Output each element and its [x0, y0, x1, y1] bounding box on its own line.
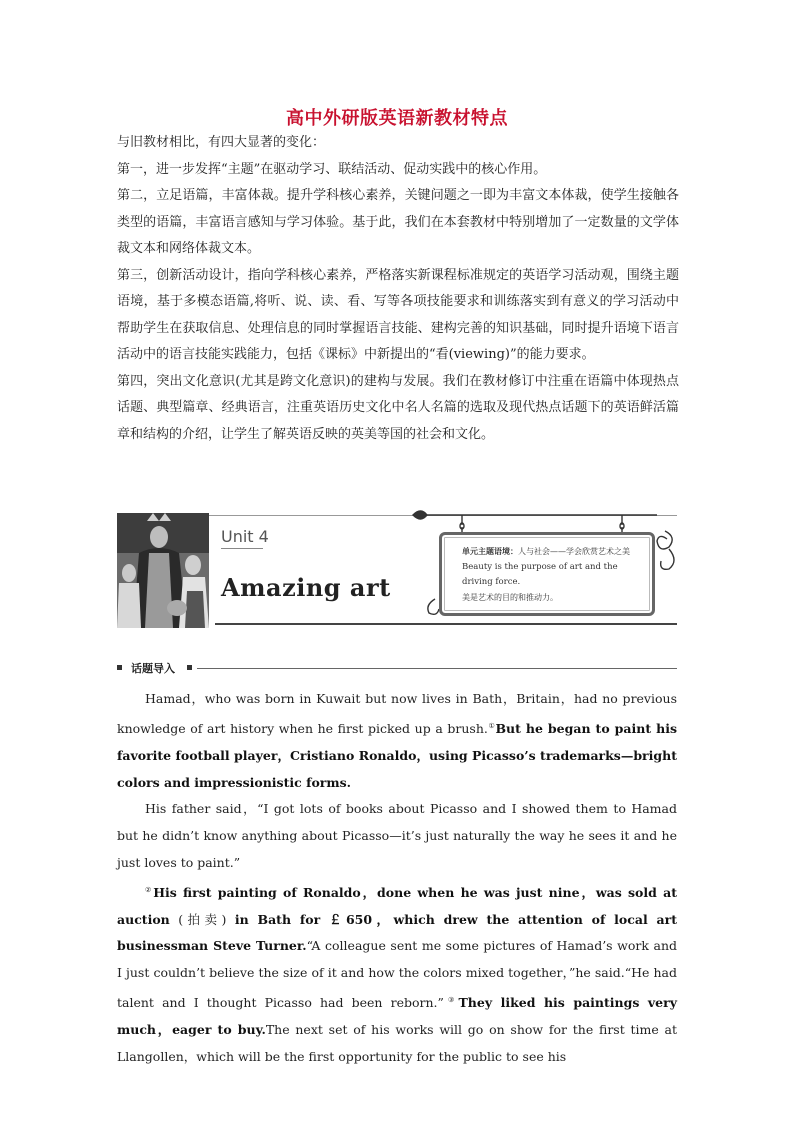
highlighted-sentence: in Bath for ￡650，which drew the attention of local art businessman Steve Turner. [117, 911, 677, 954]
theme-sign [439, 532, 655, 616]
sign-translation: 美是艺术的目的和推动力。 [462, 593, 558, 602]
gloss: (拍卖) [169, 911, 235, 927]
reading-passage [117, 686, 677, 1071]
reading-text: The next set of his works will go on show for the first time at Llangollen，which will be the first opportunity for the public to see his [117, 1022, 677, 1064]
sign-label: 单元主题语境： [462, 547, 518, 556]
highlighted-sentence: They liked his paintings very much，eager to buy. [117, 995, 677, 1038]
intro-point-1: 第一，进一步发挥“主题”在驱动学习、联结活动、促动实践中的核心作用。 [117, 161, 547, 177]
intro-point-2: 第二，立足语篇，丰富体裁。提升学科核心素养，关键问题之一即为丰富文本体裁，使学生接触各类型的语篇，丰富语言感知与学习体验。基于此，我们在本套教材中特别增加了一定数量的文学体裁文本和网络体裁文本。 [117, 188, 679, 256]
unit-number: Unit 4 [221, 527, 269, 546]
reading-paragraph-1 [117, 686, 677, 796]
unit-banner [117, 503, 677, 629]
reading-text: Hamad，who was born in Kuwait but now lives in Bath，Britain，had no previous knowledge of art history when he first picked up a brush. [117, 691, 677, 736]
sign-theme: 人与社会——学会欣赏艺术之美 [518, 547, 630, 556]
unit-title: Amazing art [221, 573, 391, 602]
page-title: 高中外研版英语新教材特点 [286, 108, 508, 129]
square-bullet-icon [187, 665, 192, 670]
painting-illustration [117, 513, 209, 628]
intro-point-4: 第四，突出文化意识(尤其是跨文化意识)的建构与发展。我们在教材修订中注重在语篇中体现热点话题、典型篇章、经典语言，注重英语历史文化中名人名篇的选取及现代热点话题下的英语鲜活篇章和结构的介绍，让学生了解英语反映的英美等国的社会和文化。 [117, 373, 679, 442]
section-header [117, 660, 677, 678]
reading-paragraph-2: His father said，“I got lots of books about Picasso and I showed them to Hamad but he didn’t know anything about Picasso—it’s just naturally the way he sees it and he just loves to paint.” [117, 801, 677, 870]
sentence-marker: ③ [443, 996, 459, 1005]
sign-text [462, 544, 642, 605]
highlighted-sentence: His first painting of Ronaldo，done when he was just nine，was sold at auction [117, 884, 677, 927]
highlighted-sentence: But he began to paint his favorite football player，Cristiano Ronaldo，using Picasso’s trademarks—bright colors and impressionistic forms. [117, 720, 677, 790]
painting-image [117, 513, 209, 628]
square-bullet-icon [117, 665, 122, 670]
intro-point-3: 第三，创新活动设计，指向学科核心素养，严格落实新课程标准规定的英语学习活动观，围绕主题语境，基于多模态语篇,将听、说、读、看、写等各项技能要求和训练落实到有意义的学习活动中帮助学生在获取信息、处理信息的同时掌握语言技能、建构完善的知识基础，同时提升语境下语言活动中的语言技能实践能力，包括《课标》中新提出的“看(viewing)”的能力要求。 [117, 267, 679, 362]
reading-paragraph-3 [117, 877, 677, 1071]
intro-lead: 与旧教材相比，有四大显著的变化： [117, 135, 326, 150]
sign-quote: Beauty is the purpose of art and the driving force. [462, 562, 618, 587]
section-label: 话题导入 [131, 662, 175, 675]
sentence-marker: ② [145, 885, 154, 894]
intro-section [117, 130, 679, 448]
sentence-marker: ① [487, 721, 496, 730]
reading-text: “A colleague sent me some pictures of Hamad’s work and I just couldn’t believe the size of it and how the colors mixed together，”he said.“He had talent and I thought Picasso had been reborn.” [117, 938, 677, 1011]
unit-underline [221, 548, 263, 549]
banner-bottom-rule [215, 623, 677, 625]
section-rule [197, 668, 677, 669]
